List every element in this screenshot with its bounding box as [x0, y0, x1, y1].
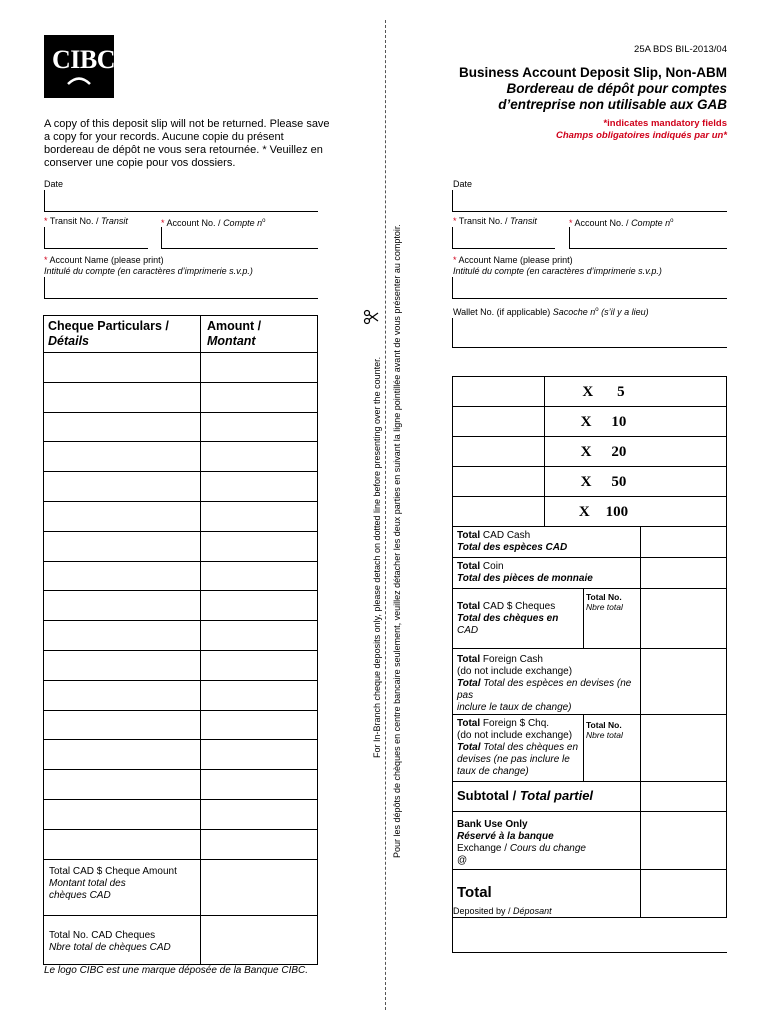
account-name-label-left: * Account Name (please print) Intitulé du compte (en caractères d’imprimerie s.v.p.) — [44, 255, 253, 276]
total-cheque-amount-label: Total CAD $ Cheque Amount Montant total des chèques CAD — [44, 859, 201, 915]
detach-instruction-en: For In-Branch cheque deposits only, please detach on dotted line before presenting over the counter. — [372, 356, 382, 758]
account-field-right[interactable] — [569, 227, 727, 249]
account-name-label-right: * Account Name (please print) Intitulé du compte (en caractères d’imprimerie s.v.p.) — [453, 255, 662, 276]
wallet-field[interactable] — [452, 318, 727, 348]
total-no-cad-cheques[interactable]: Total No. Nbre total — [584, 589, 641, 649]
grand-total-label: Total — [453, 870, 641, 918]
bank-use-label: Bank Use Only Réservé à la banque Exchange / Cours du change @ — [453, 812, 641, 870]
cash-count-cell[interactable] — [453, 437, 545, 467]
mandatory-en: *indicates mandatory fields — [603, 118, 727, 129]
cheque-amount-cell[interactable] — [201, 353, 318, 383]
form-code: 25A BDS BIL-2013/04 — [634, 44, 727, 55]
date-field-right[interactable] — [452, 190, 727, 212]
footer-trademark: Le logo CIBC est une marque déposée de la Banque CIBC. — [44, 965, 309, 976]
cheque-detail-cell[interactable] — [44, 740, 201, 770]
cheque-amount-cell[interactable] — [201, 442, 318, 472]
transit-label-right: * Transit No. / Transit — [453, 216, 537, 226]
detach-dotted-line — [385, 20, 386, 1010]
cheque-amount-cell[interactable] — [201, 531, 318, 561]
title-en: Business Account Deposit Slip, Non-ABM — [458, 65, 727, 80]
cash-count-cell[interactable] — [453, 377, 545, 407]
logo-text: CIBC — [52, 45, 116, 74]
cheque-amount-cell[interactable] — [201, 412, 318, 442]
cheque-amount-cell[interactable] — [201, 591, 318, 621]
total-coin-field[interactable] — [641, 558, 727, 589]
cash-table — [452, 376, 727, 527]
cheque-detail-cell[interactable] — [44, 829, 201, 859]
cash-amount-cell[interactable] — [636, 497, 727, 527]
total-coin-label: Total Coin Total des pièces de monnaie — [453, 558, 641, 589]
notice-text: A copy of this deposit slip will not be returned. Please save a copy for your records. Aucune copie du présent bordereau de dépôt ne vous sera retournée. * Veuillez en conserver une copie pour vos dossiers. — [44, 118, 330, 169]
total-foreign-chq-label: Total Foreign $ Chq. (do not include exchange) Total Total des chèques en devises (ne pas inclure le taux de change) — [453, 715, 584, 782]
cheque-detail-cell[interactable] — [44, 591, 201, 621]
mandatory-note — [556, 118, 727, 142]
cash-count-cell[interactable] — [453, 407, 545, 437]
cheque-amount-cell[interactable] — [201, 472, 318, 502]
cash-count-cell[interactable] — [453, 467, 545, 497]
title-fr-2: d’entreprise non utilisable aux GAB — [498, 97, 727, 112]
cash-amount-cell[interactable] — [636, 377, 727, 407]
total-foreign-cash-field[interactable] — [641, 649, 727, 715]
cheque-amount-cell[interactable] — [201, 650, 318, 680]
cheque-detail-cell[interactable] — [44, 799, 201, 829]
account-name-field-right[interactable] — [452, 277, 727, 299]
cheque-table — [43, 315, 318, 965]
cheque-detail-cell[interactable] — [44, 382, 201, 412]
transit-field-left[interactable] — [44, 227, 148, 249]
cheque-amount-cell[interactable] — [201, 561, 318, 591]
cheque-amount-cell[interactable] — [201, 829, 318, 859]
cheque-detail-cell[interactable] — [44, 770, 201, 800]
total-foreign-chq-field[interactable] — [641, 715, 727, 782]
logo-mark-icon — [66, 75, 92, 85]
scissors-icon — [363, 309, 379, 325]
total-no-cheques-field[interactable] — [201, 915, 318, 964]
mandatory-fr: Champs obligatoires indiqués par un* — [555, 130, 727, 141]
deposited-by-field[interactable] — [452, 918, 727, 953]
cheque-detail-cell[interactable] — [44, 680, 201, 710]
cheque-detail-cell[interactable] — [44, 442, 201, 472]
cheque-detail-cell[interactable] — [44, 621, 201, 651]
total-no-foreign-chq[interactable]: Total No. Nbre total — [584, 715, 641, 782]
grand-total-field[interactable] — [641, 870, 727, 918]
cibc-logo — [44, 35, 114, 98]
cheque-amount-cell[interactable] — [201, 621, 318, 651]
cheque-amount-cell[interactable] — [201, 770, 318, 800]
cheque-amount-cell[interactable] — [201, 740, 318, 770]
cash-amount-cell[interactable] — [636, 407, 727, 437]
cheque-amount-cell[interactable] — [201, 799, 318, 829]
cheque-amount-cell[interactable] — [201, 382, 318, 412]
cheque-detail-cell[interactable] — [44, 472, 201, 502]
cheque-detail-cell[interactable] — [44, 353, 201, 383]
amount-header: Amount / Montant — [201, 316, 318, 353]
date-label-right: Date — [453, 179, 473, 189]
total-cad-cheques-label: Total CAD $ Cheques Total des chèques en CAD — [453, 589, 584, 649]
account-name-field-left[interactable] — [44, 277, 318, 299]
cheque-particulars-header: Cheque Particulars / Détails — [44, 316, 201, 353]
totals-table — [452, 526, 727, 918]
subtotal-label: Subtotal / Total partiel — [453, 782, 641, 812]
wallet-label: Wallet No. (if applicable) Sacoche $n^o$ (s’il y a lieu) — [453, 307, 649, 317]
date-label-left: Date — [44, 179, 64, 189]
cash-denom-5: X 5 — [545, 377, 637, 407]
cash-count-cell[interactable] — [453, 497, 545, 527]
cheque-amount-cell[interactable] — [201, 680, 318, 710]
cheque-detail-cell[interactable] — [44, 710, 201, 740]
deposited-by-label: Deposited by / Déposant — [453, 906, 552, 916]
title-fr-1: Bordereau de dépôt pour comptes — [506, 81, 727, 96]
cheque-detail-cell[interactable] — [44, 561, 201, 591]
account-field-left[interactable] — [161, 227, 318, 249]
cash-denom-20: X 20 — [545, 437, 637, 467]
total-cad-cash-field[interactable] — [641, 527, 727, 558]
subtotal-field[interactable] — [641, 782, 727, 812]
date-field-left[interactable] — [44, 190, 318, 212]
total-cad-cheques-field[interactable] — [641, 589, 727, 649]
page-title — [459, 65, 727, 113]
cash-denom-50: X 50 — [545, 467, 637, 497]
cash-amount-cell[interactable] — [636, 437, 727, 467]
cheque-detail-cell[interactable] — [44, 412, 201, 442]
bank-use-field[interactable] — [641, 812, 727, 870]
cash-denom-10: X 10 — [545, 407, 637, 437]
cash-denom-100: X 100 — [545, 497, 637, 527]
detach-instruction-fr: Pour les dépôts de chèques en centre bancaire seulement, veuillez détacher les deux parties en suivant la ligne pointillée avant de vous présenter au comptoir. — [392, 224, 402, 858]
account-label-right: * Account No. / Compte $n^o$ — [569, 218, 674, 228]
total-foreign-cash-label: Total Foreign Cash (do not include exchange) Total Total des espèces en devises (ne pas inclure le taux de change) — [453, 649, 641, 715]
transit-label-left: * Transit No. / Transit — [44, 216, 128, 226]
cheque-detail-cell[interactable] — [44, 501, 201, 531]
total-cad-cash-label: Total CAD Cash Total des espèces CAD — [453, 527, 641, 558]
account-label-left: * Account No. / Compte $n^o$ — [161, 218, 266, 228]
cheque-amount-cell[interactable] — [201, 501, 318, 531]
transit-field-right[interactable] — [452, 227, 555, 249]
cheque-detail-cell[interactable] — [44, 531, 201, 561]
total-cheque-amount-field[interactable] — [201, 859, 318, 915]
cash-amount-cell[interactable] — [636, 467, 727, 497]
cheque-amount-cell[interactable] — [201, 710, 318, 740]
cheque-detail-cell[interactable] — [44, 650, 201, 680]
total-no-cheques-label: Total No. CAD Cheques Nbre total de chèques CAD — [44, 915, 201, 964]
